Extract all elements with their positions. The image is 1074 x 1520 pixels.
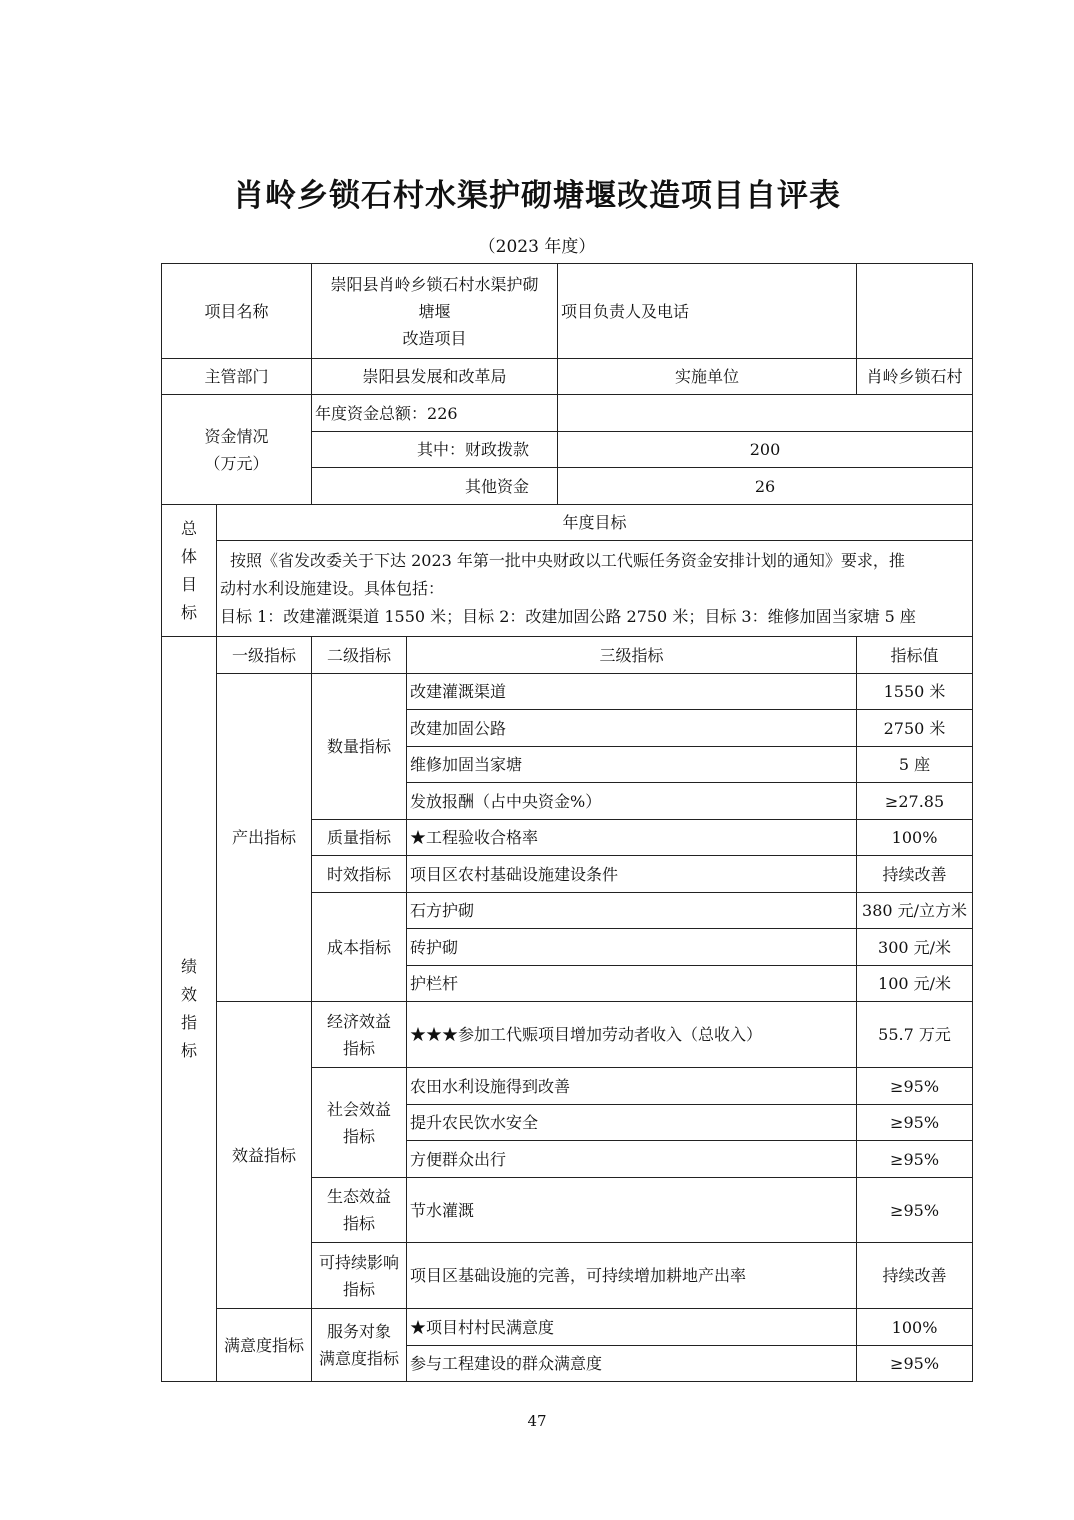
project-name-label: 项目名称: [162, 264, 312, 359]
ecological-label: [312, 1178, 407, 1243]
sustainable-label: [312, 1243, 407, 1309]
goal-content: [217, 541, 973, 637]
project-name-value: [312, 264, 558, 359]
header-level2: 二级指标: [312, 637, 407, 674]
indicator-value: 300 元/米: [857, 929, 973, 966]
output-label: 产出指标: [217, 674, 312, 1002]
indicator-name: 节水灌溉: [407, 1178, 857, 1243]
self-evaluation-table: [161, 263, 973, 1382]
goal-line-1: 按照《省发改委关于下达 2023 年第一批中央财政以工代赈任务资金安排计划的通知》要求，推: [230, 550, 905, 570]
indicator-name: 方便群众出行: [407, 1141, 857, 1178]
table-row: [162, 1002, 973, 1068]
page-number: 47: [527, 1412, 547, 1430]
goal-content-row: [162, 541, 973, 637]
goal-side-char: 体: [180, 546, 197, 566]
indicator-value: ≥27.85: [857, 783, 973, 820]
indicator-value: ≥95%: [857, 1141, 973, 1178]
indicator-value: ≥95%: [857, 1178, 973, 1243]
indicator-value: 380 元/立方米: [857, 893, 973, 929]
indicator-value: 持续改善: [857, 1243, 973, 1309]
indicator-value: ≥95%: [857, 1105, 973, 1141]
goal-side-label: [162, 505, 217, 637]
header-level3: 三级指标: [407, 637, 857, 674]
funds-label: [162, 395, 312, 505]
funds-label-line-1: 资金情况: [204, 426, 269, 446]
perf-header-row: [162, 637, 973, 674]
indicator-value: 100%: [857, 820, 973, 856]
leader-label: 项目负责人及电话: [558, 264, 857, 359]
indicator-name: 发放报酬（占中央资金%）: [407, 783, 857, 820]
table-row: [162, 674, 973, 710]
indicator-value: ≥95%: [857, 1068, 973, 1105]
indicator-name: 石方护砌: [407, 893, 857, 929]
implementer-value: 肖岭乡锁石村: [857, 359, 973, 395]
social-label-line-2: 指标: [343, 1126, 376, 1146]
funds-fiscal-value: 200: [558, 432, 973, 468]
goal-side-char: 标: [180, 602, 197, 622]
document-title: 肖岭乡锁石村水渠护砌塘堰改造项目自评表: [233, 178, 841, 214]
indicator-name: ★项目村村民满意度: [407, 1309, 857, 1346]
indicator-value: 100 元/米: [857, 966, 973, 1002]
department-label: 主管部门: [162, 359, 312, 395]
satisfaction-sub-line-2: 满意度指标: [319, 1349, 400, 1368]
benefit-label: 效益指标: [217, 1002, 312, 1309]
indicator-name: 提升农民饮水安全: [407, 1105, 857, 1141]
cost-label: 成本指标: [312, 893, 407, 1002]
funds-fiscal-label: 其中：财政拨款: [312, 432, 558, 468]
funds-total-label: 年度资金总额：226: [312, 395, 558, 432]
goal-side-char: 目: [180, 574, 197, 594]
perf-side-char: 效: [180, 985, 197, 1004]
indicator-name: 砖护砌: [407, 929, 857, 966]
header-level1: 一级指标: [217, 637, 312, 674]
indicator-name: ★工程验收合格率: [407, 820, 857, 856]
goal-line-3: 目标 1：改建灌溉渠道 1550 米；目标 2：改建加固公路 2750 米；目标 3：维修加固当家塘 5 座: [220, 606, 916, 626]
quantity-label: 数量指标: [312, 674, 407, 820]
indicator-value: 持续改善: [857, 856, 973, 893]
goal-side-char: 总: [180, 518, 197, 538]
satisfaction-sub-label: [312, 1309, 407, 1382]
funds-other-label: 其他资金: [312, 468, 558, 505]
social-label: [312, 1068, 407, 1178]
funds-total-value: [558, 395, 973, 432]
perf-side-char: 标: [180, 1041, 197, 1060]
department-value: 崇阳县发展和改革局: [312, 359, 558, 395]
economic-label-line-2: 指标: [343, 1038, 376, 1058]
indicator-value: 5 座: [857, 747, 973, 783]
indicator-value: 100%: [857, 1309, 973, 1346]
economic-label: [312, 1002, 407, 1068]
quality-label: 质量指标: [312, 820, 407, 856]
social-label-line-1: 社会效益: [327, 1099, 392, 1119]
goal-line-2: 动村水利设施建设。具体包括：: [220, 578, 445, 598]
sustainable-label-line-1: 可持续影响: [319, 1252, 400, 1272]
leader-value: [857, 264, 973, 359]
document-subtitle: （2023 年度）: [478, 237, 596, 257]
indicator-name: ★★★参加工代赈项目增加劳动者收入（总收入）: [407, 1002, 857, 1068]
indicator-name: 改建灌溉渠道: [407, 674, 857, 710]
indicator-name: 参与工程建设的群众满意度: [407, 1346, 857, 1382]
funds-other-value: 26: [558, 468, 973, 505]
project-name-line-2: 塘堰: [418, 301, 451, 321]
indicator-name: 维修加固当家塘: [407, 747, 857, 783]
indicator-name: 项目区农村基础设施建设条件: [407, 856, 857, 893]
indicator-name: 农田水利设施得到改善: [407, 1068, 857, 1105]
header-value: 指标值: [857, 637, 973, 674]
project-name-row: [162, 264, 973, 359]
perf-side-char: 指: [180, 1013, 197, 1032]
department-row: [162, 359, 973, 395]
funds-total-row: [162, 395, 973, 432]
perf-side-char: 绩: [180, 957, 197, 976]
table-row: [162, 1309, 973, 1346]
indicator-value: ≥95%: [857, 1346, 973, 1382]
indicator-name: 改建加固公路: [407, 710, 857, 747]
implementer-label: 实施单位: [558, 359, 857, 395]
timeliness-label: 时效指标: [312, 856, 407, 893]
ecological-label-line-2: 指标: [343, 1214, 376, 1233]
project-name-line-1: 崇阳县肖岭乡锁石村水渠护砌: [330, 274, 539, 294]
funds-label-line-2: （万元）: [204, 453, 269, 473]
indicator-value: 1550 米: [857, 674, 973, 710]
indicator-name: 护栏杆: [407, 966, 857, 1002]
project-name-line-3: 改造项目: [402, 328, 467, 348]
indicator-value: 55.7 万元: [857, 1002, 973, 1068]
goal-header: 年度目标: [217, 505, 973, 541]
satisfaction-label: 满意度指标: [217, 1309, 312, 1382]
sustainable-label-line-2: 指标: [343, 1279, 376, 1299]
indicator-value: 2750 米: [857, 710, 973, 747]
goal-header-row: [162, 505, 973, 541]
ecological-label-line-1: 生态效益: [327, 1187, 392, 1206]
economic-label-line-1: 经济效益: [327, 1011, 392, 1031]
indicator-name: 项目区基础设施的完善，可持续增加耕地产出率: [407, 1243, 857, 1309]
satisfaction-sub-line-1: 服务对象: [327, 1322, 392, 1341]
perf-side-label: [162, 637, 217, 1382]
